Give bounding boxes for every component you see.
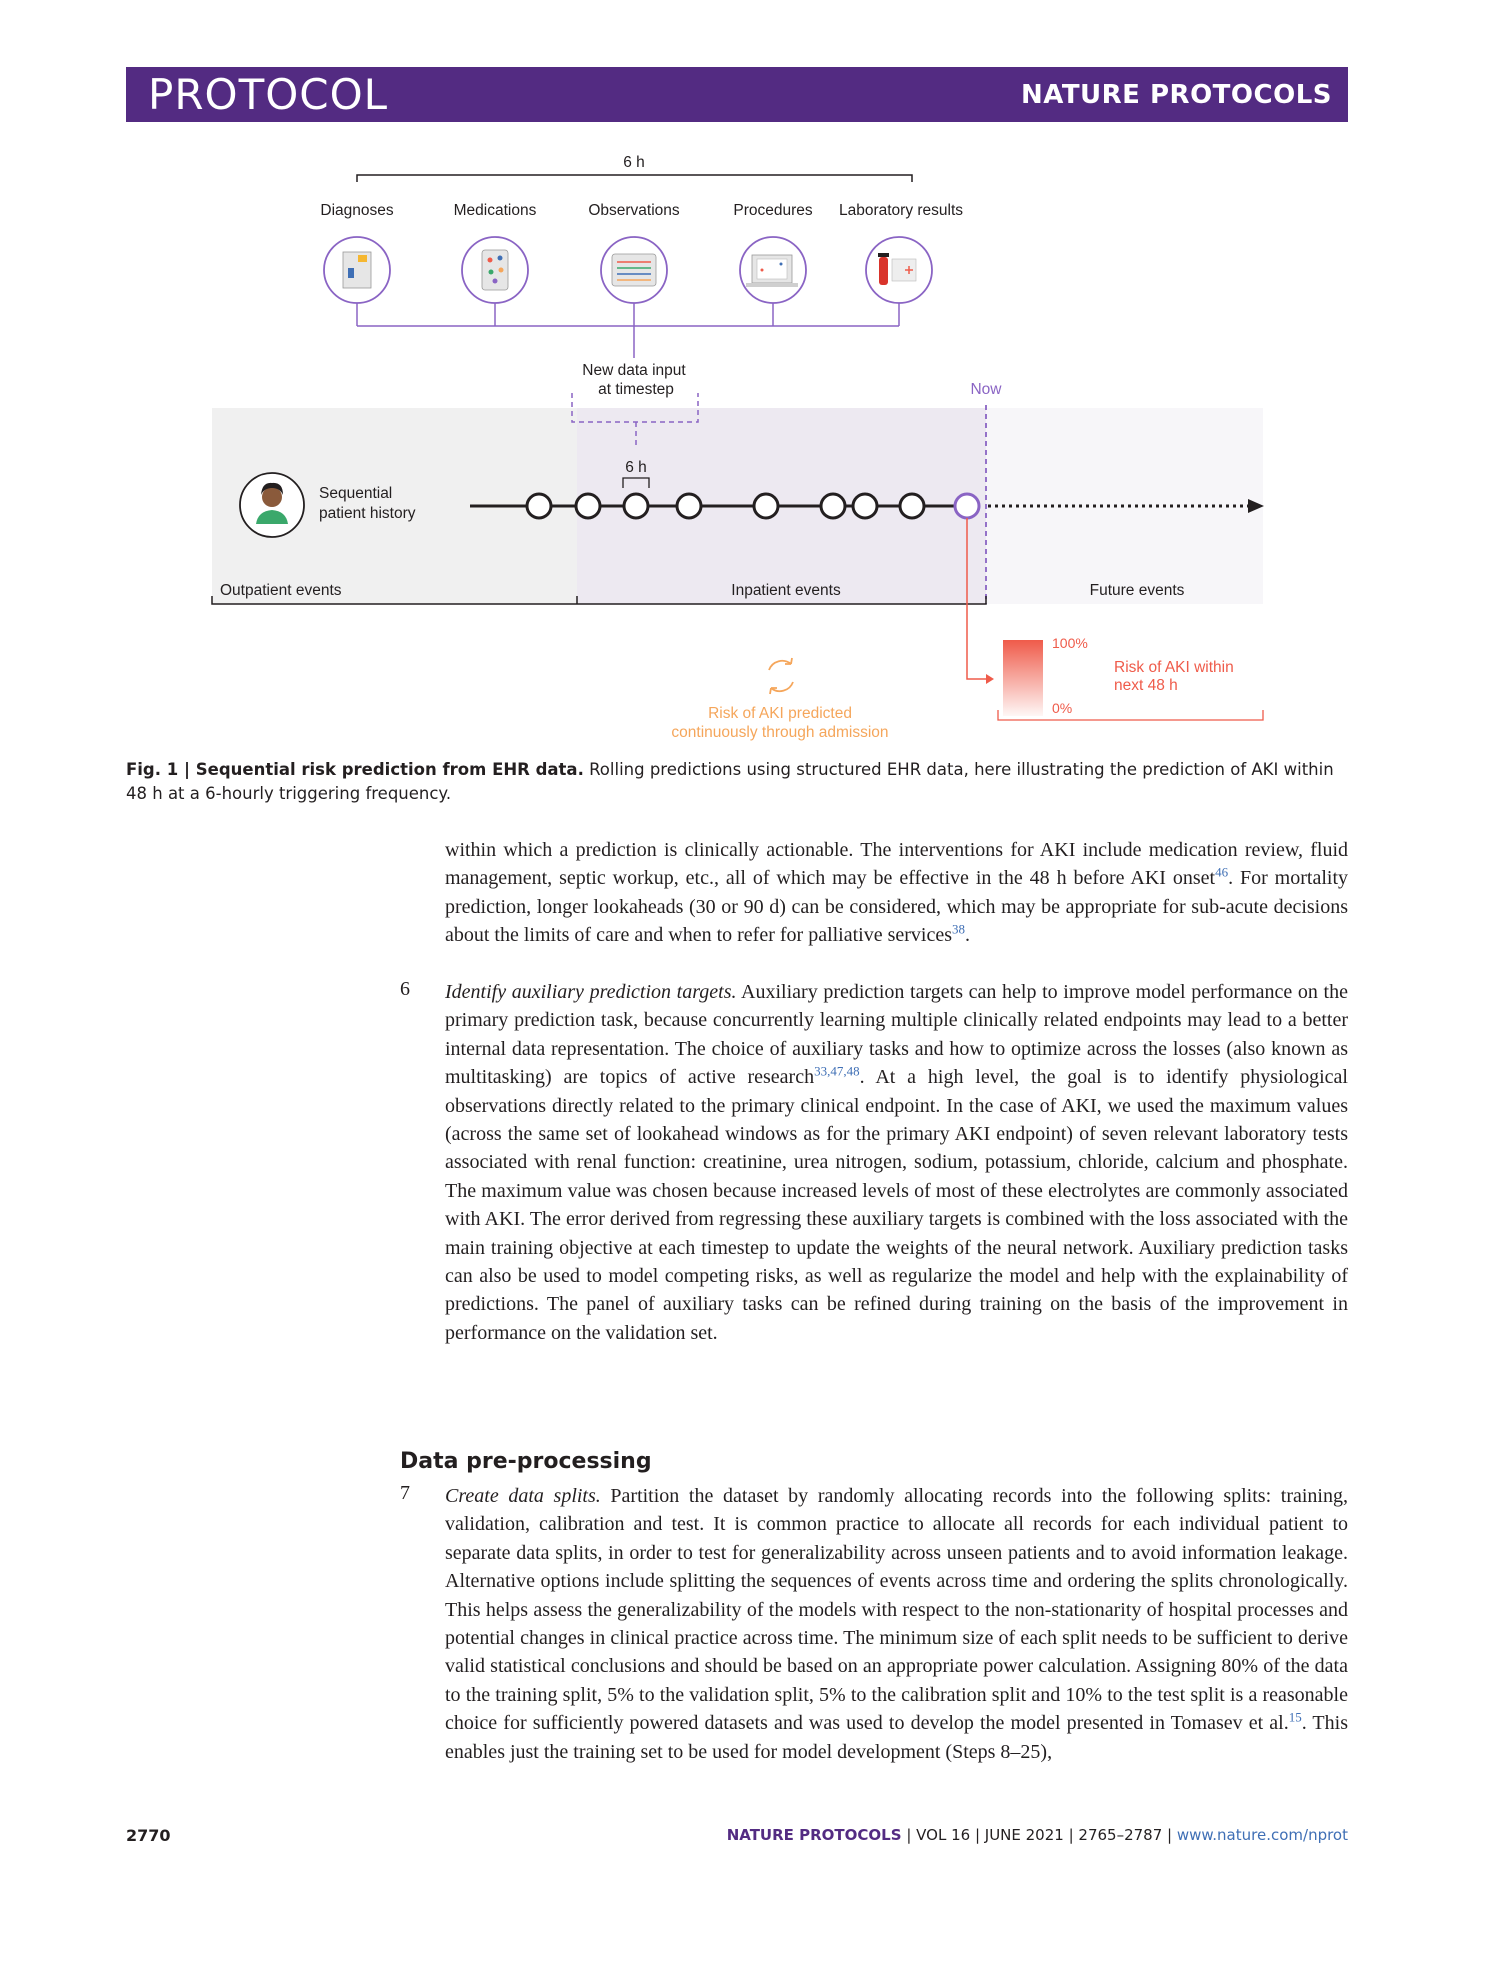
category-diagnoses-label: Diagnoses [320,202,394,219]
caption-text: Rolling predictions using structured EHR data, here illustrating the prediction of AKI within 48 h at a 6-hourly triggering frequency. [126,760,1334,803]
category-laboratory-label: Laboratory results [838,202,964,219]
procedures-icon [740,237,806,303]
para1-text-b: . For mortality prediction, longer lookaheads (30 or 90 d) can be considered, which may be appropriate for sub-acute decisions about the limits of care and when to refer for palliative services [445,867,1348,947]
reference-link[interactable]: 46 [1215,864,1229,880]
observations-icon [601,237,667,303]
current-timestep-marker [955,494,979,518]
figure-caption [126,758,1348,806]
interval-label: 6 h [625,459,647,476]
step-7-text-a: Partition the dataset by randomly allocating records into the following splits: training, validation, calibration and test. It is common practice to allocate all records for each individual patient to separate data splits, in order to test for generalizability across unseen patients and to avoid information leakage. Alternative options include splitting the sequences of events across time and ordering the splits chronologically. This helps assess the generalizability of the models with respect to the non-stationarity of hospital processes and potential changes in clinical practice across time. The minimum size of each split needs to be sufficient to derive valid statistical conclusions and should be based on an appropriate power calculation. Assigning 80% of the data to the training split, 5% to the validation split, 5% to the calibration split and 10% to the test split is a reasonable choice for sufficiently powered datasets and was used to develop the model presented in Tomasev et al. [445,1485,1348,1735]
step-7-text-b: . This enables just the training set to be used for model development (Steps 8–25), [445,1712,1348,1763]
step-6-number: 6 [400,978,410,1000]
risk-label-line2: next 48 h [1114,677,1178,694]
risk-min-label: 0% [1052,700,1073,716]
category-connectors [357,303,899,358]
new-data-label-line2: at timestep [598,381,674,398]
future-label: Future events [1089,582,1185,599]
footer-citation [727,1826,1348,1844]
section-heading: Data pre-processing [400,1449,652,1474]
now-label: Now [970,381,1002,398]
laboratory-icon [866,237,932,303]
step-6-title: Identify auxiliary prediction targets. [445,981,737,1003]
footer-separator: | [1063,1826,1079,1844]
continuous-label-line1: Risk of AKI predicted [708,705,852,722]
medications-icon [462,237,528,303]
figure-1 [0,140,1489,760]
reference-link[interactable]: 38 [952,921,966,937]
step-7-text [445,1482,1348,1766]
reference-link[interactable]: 15 [1288,1709,1302,1725]
footer-separator: | [901,1826,917,1844]
journal-header-bar [126,67,1348,122]
section-label: PROTOCOL [148,70,389,119]
step-6-text-a: Auxiliary prediction targets can help to improve model performance on the primary prediction task, because concurrently learning multiple clinically related endpoints may lead to a better internal data representation. The choice of auxiliary tasks and how to optimize across the losses (also known as multitasking) are topics of active research [445,981,1348,1089]
risk-bar [1003,640,1043,716]
footer-separator: | [970,1826,985,1844]
risk-arrowhead [986,674,994,684]
step-7-title: Create data splits. [445,1485,601,1507]
refresh-icon [769,658,793,694]
diagnoses-icon [324,237,390,303]
footer-volume: VOL 16 [916,1826,971,1844]
patient-history-line2: patient history [319,505,416,522]
category-observations-label: Observations [588,202,680,219]
footer-pages: 2765–2787 [1078,1826,1163,1844]
journal-name: NATURE PROTOCOLS [1020,79,1332,110]
footer-separator: | [1162,1826,1177,1844]
continuous-label-line2: continuously through admission [671,724,889,741]
footer-url-link[interactable]: www.nature.com/nprot [1176,1826,1348,1844]
category-medications-label: Medications [453,202,537,219]
risk-max-label: 100% [1052,635,1088,651]
footer-journal: NATURE PROTOCOLS [726,1826,902,1844]
step-6-text [445,978,1348,1347]
category-procedures-label: Procedures [733,202,813,219]
patient-avatar [240,473,304,537]
para1-text-c: . [965,924,971,947]
paragraph-continuation [445,836,1348,950]
top-span-label: 6 h [623,154,645,171]
inpatient-label: Inpatient events [731,582,841,599]
page-number: 2770 [126,1826,171,1845]
para1-text-a: within which a prediction is clinically actionable. The interventions for AKI include medication review, fluid management, septic workup, etc., all of which may be effective in the 48 h before AKI onset [445,839,1348,890]
footer-date: JUNE 2021 [984,1826,1064,1844]
patient-history-line1: Sequential [319,485,393,502]
caption-title: Fig. 1 | Sequential risk prediction from EHR data. [126,760,584,779]
outpatient-label: Outpatient events [220,582,342,599]
step-6-text-b: . At a high level, the goal is to identify physiological observations directly related to the primary clinical endpoint. In the case of AKI, we used the maximum values (across the same set of lookahead windows as for the primary AKI endpoint) of seven relevant laboratory tests associated with renal function: creatinine, urea nitrogen, sodium, potassium, chloride, calcium and phosphate. The maximum value was chosen because increased levels of most of these electrolytes are commonly associated with AKI. The error derived from regressing these auxiliary targets is combined with the loss associated with the main training objective at each timestep to update the weights of the neural network. Auxiliary prediction tasks can also be used to model competing risks, as well as regularize the model and help with the explainability of predictions. The panel of auxiliary tasks can be refined during training on the basis of the improvement in performance on the validation set. [445,1066,1348,1344]
new-data-label-line1: New data input [582,362,686,379]
top-span-bracket [357,175,912,182]
reference-link[interactable]: 33,47,48 [814,1063,860,1079]
risk-label-line1: Risk of AKI within [1114,659,1234,676]
step-7-number: 7 [400,1482,410,1504]
